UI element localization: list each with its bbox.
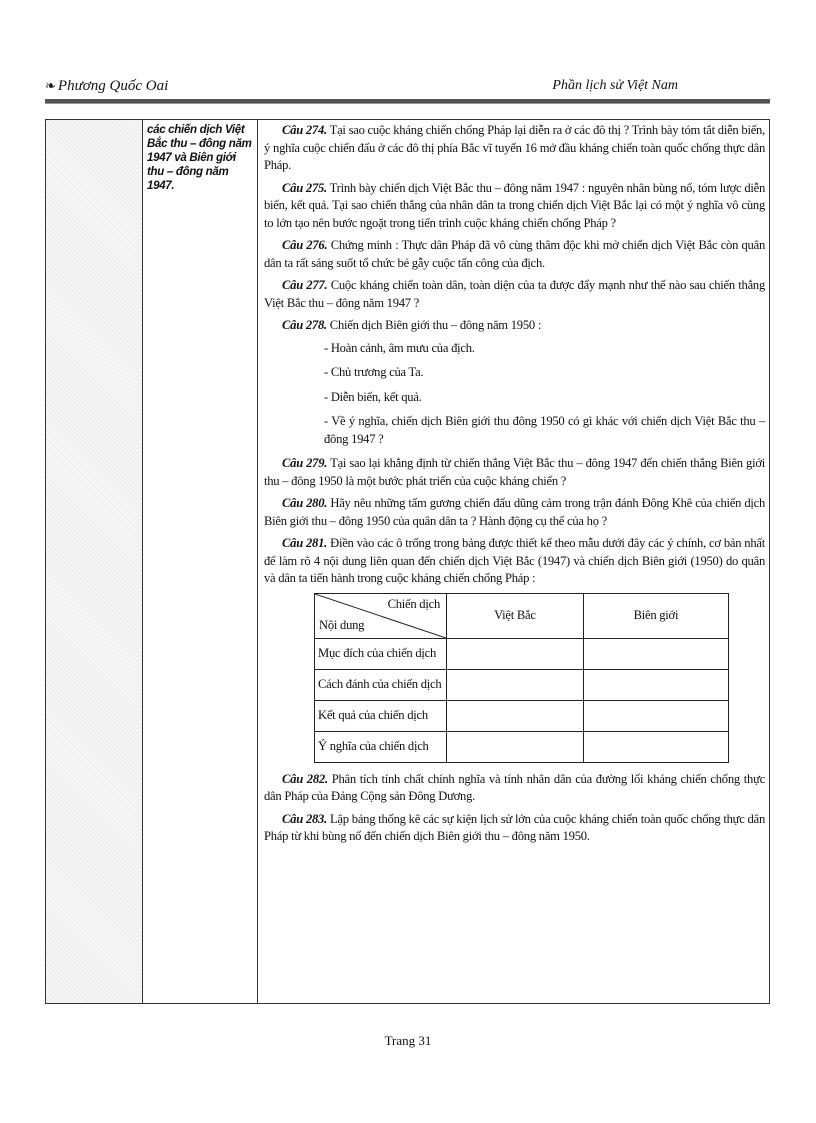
question-277 [264, 277, 765, 312]
question-number: Câu 277. [282, 278, 328, 292]
question-number: Câu 278. [282, 318, 327, 332]
question-number: Câu 276. [282, 238, 328, 252]
campaign-comparison-table [314, 593, 729, 763]
question-283 [264, 811, 765, 846]
empty-cell [583, 638, 728, 669]
leaf-icon: ❧ [45, 78, 56, 93]
question-text: Phân tích tính chất chính nghĩa và tính nhân dân của đường lối kháng chiến chống thực dân Pháp của Đảng Cộng sản Đông Dương. [264, 771, 765, 803]
question-text: Hãy nêu những tấm gương chiến đấu dũng cảm trong trận đánh Đông Khê của chiến dịch Biên giới thu – đông 1950 của quân dân ta ? Hành động cụ thể của họ ? [264, 496, 766, 528]
empty-cell [583, 669, 728, 700]
bullet-item: - Hoàn cảnh, âm mưu của địch. [324, 340, 475, 355]
page-header [45, 78, 770, 100]
empty-cell [447, 700, 584, 731]
column-header-bien-gioi: Biên giới [583, 593, 728, 638]
corner-bottom-label: Nội dung [319, 618, 365, 632]
question-text: Tại sao lại khẳng định từ chiến thắng Việt Bắc thu – đông 1947 đến chiến thắng Biên giới thu – đông 1950 là một bước phát triển của cuộc kháng chiến ? [264, 456, 765, 488]
topic-column [143, 120, 258, 1003]
header-rule [45, 99, 770, 104]
bullet-item: - Chủ trương của Ta. [324, 365, 424, 379]
corner-top-label: Chiến dịch [387, 596, 440, 611]
header-section: Phần lịch sử Việt Nam [552, 78, 678, 93]
question-282 [264, 771, 765, 806]
question-274 [264, 122, 765, 175]
question-text: Chứng minh : Thực dân Pháp đã vô cùng thâm độc khi mở chiến dịch Việt Bắc còn quân dân ta rất sáng suốt tổ chức bẻ gẫy cuộc tấn công của địch. [264, 238, 765, 270]
question-280 [264, 495, 765, 530]
row-label: Ý nghĩa của chiến dịch [315, 731, 447, 762]
table-row [315, 731, 729, 762]
topic-text: các chiến dịch Việt Bắc thu – đông năm 1947 và Biên giới thu – đông năm 1947. [147, 124, 252, 192]
bullet-item: - Diễn biến, kết quả. [324, 389, 422, 404]
page-number: Trang 31 [384, 1033, 432, 1048]
question-number: Câu 280. [282, 496, 328, 510]
question-number: Câu 274. [282, 123, 327, 137]
empty-cell [447, 638, 584, 669]
table-corner-cell [315, 593, 447, 638]
shaded-column [46, 120, 143, 1003]
question-text: Điền vào các ô trống trong bảng được thiết kế theo mẫu dưới đây các ý chính, cơ bản nhất để làm rõ 4 nội dung liên quan đến chiến dịch Việt Bắc (1947) và chiến dịch Biên giới (1950) do quân và dân ta tiến hành trong cuộc kháng chiến chống Pháp : [264, 536, 765, 585]
row-label: Kết quả của chiến dịch [315, 700, 447, 731]
empty-cell [583, 700, 728, 731]
question-278 [264, 317, 765, 335]
empty-cell [447, 731, 584, 762]
table-row [315, 669, 729, 700]
header-author [45, 78, 168, 95]
question-281 [264, 535, 765, 588]
table-row [315, 700, 729, 731]
question-278-bullets [264, 340, 765, 449]
table-header-row [315, 593, 729, 638]
question-text: Trình bày chiến dịch Việt Bắc thu – đông năm 1947 : nguyên nhân bùng nổ, tóm lược diễn biến, kết quả. Tại sao chiến thắng của nhân dân ta trong chiến dịch Việt Bắc lại có một ý nghĩa vô cùng to lớn tạo nên bước ngoặt trong tiến trình cuộc kháng chiến chống Pháp ? [264, 180, 766, 230]
question-text: Tại sao cuộc kháng chiến chống Pháp lại diễn ra ở các đô thị ? Trình bày tóm tắt diễn biến, ý nghĩa cuộc chiến đấu ở các đô thị phía Bắc vĩ tuyến 16 mở đầu kháng chiến toàn quốc chống thực dân Pháp. [264, 123, 765, 172]
question-number: Câu 279. [282, 456, 328, 470]
row-label: Cách đánh của chiến dịch [315, 669, 447, 700]
row-label: Mục đích của chiến dịch [315, 638, 447, 669]
question-275 [264, 180, 765, 233]
question-text: Cuộc kháng chiến toàn dân, toàn diện của ta được đẩy mạnh như thế nào sau chiến thắng Việt Bắc thu – đông năm 1947 ? [264, 278, 766, 310]
question-text: Lập bảng thống kê các sự kiện lịch sử lớn của cuộc kháng chiến toàn quốc chống thực dân Pháp từ khi bùng nổ đến chiến dịch Biên giới thu – đông năm 1950. [264, 811, 765, 843]
bullet-item: - Về ý nghĩa, chiến dịch Biên giới thu đông 1950 có gì khác với chiến dịch Việt Bắc thu – đông 1947 ? [324, 414, 765, 446]
question-number: Câu 283. [282, 811, 327, 826]
empty-cell [583, 731, 728, 762]
question-276 [264, 237, 765, 272]
author-name: Phương Quốc Oai [57, 78, 169, 94]
question-279 [264, 455, 765, 490]
empty-cell [447, 669, 584, 700]
column-header-viet-bac: Việt Bắc [447, 593, 584, 638]
table-row [315, 638, 729, 669]
questions-column [258, 120, 769, 1003]
content-table [45, 119, 770, 1004]
question-number: Câu 275. [282, 180, 327, 195]
question-text: Chiến dịch Biên giới thu – đông năm 1950 : [326, 318, 542, 332]
question-number: Câu 282. [282, 771, 328, 786]
question-number: Câu 281. [282, 536, 328, 550]
